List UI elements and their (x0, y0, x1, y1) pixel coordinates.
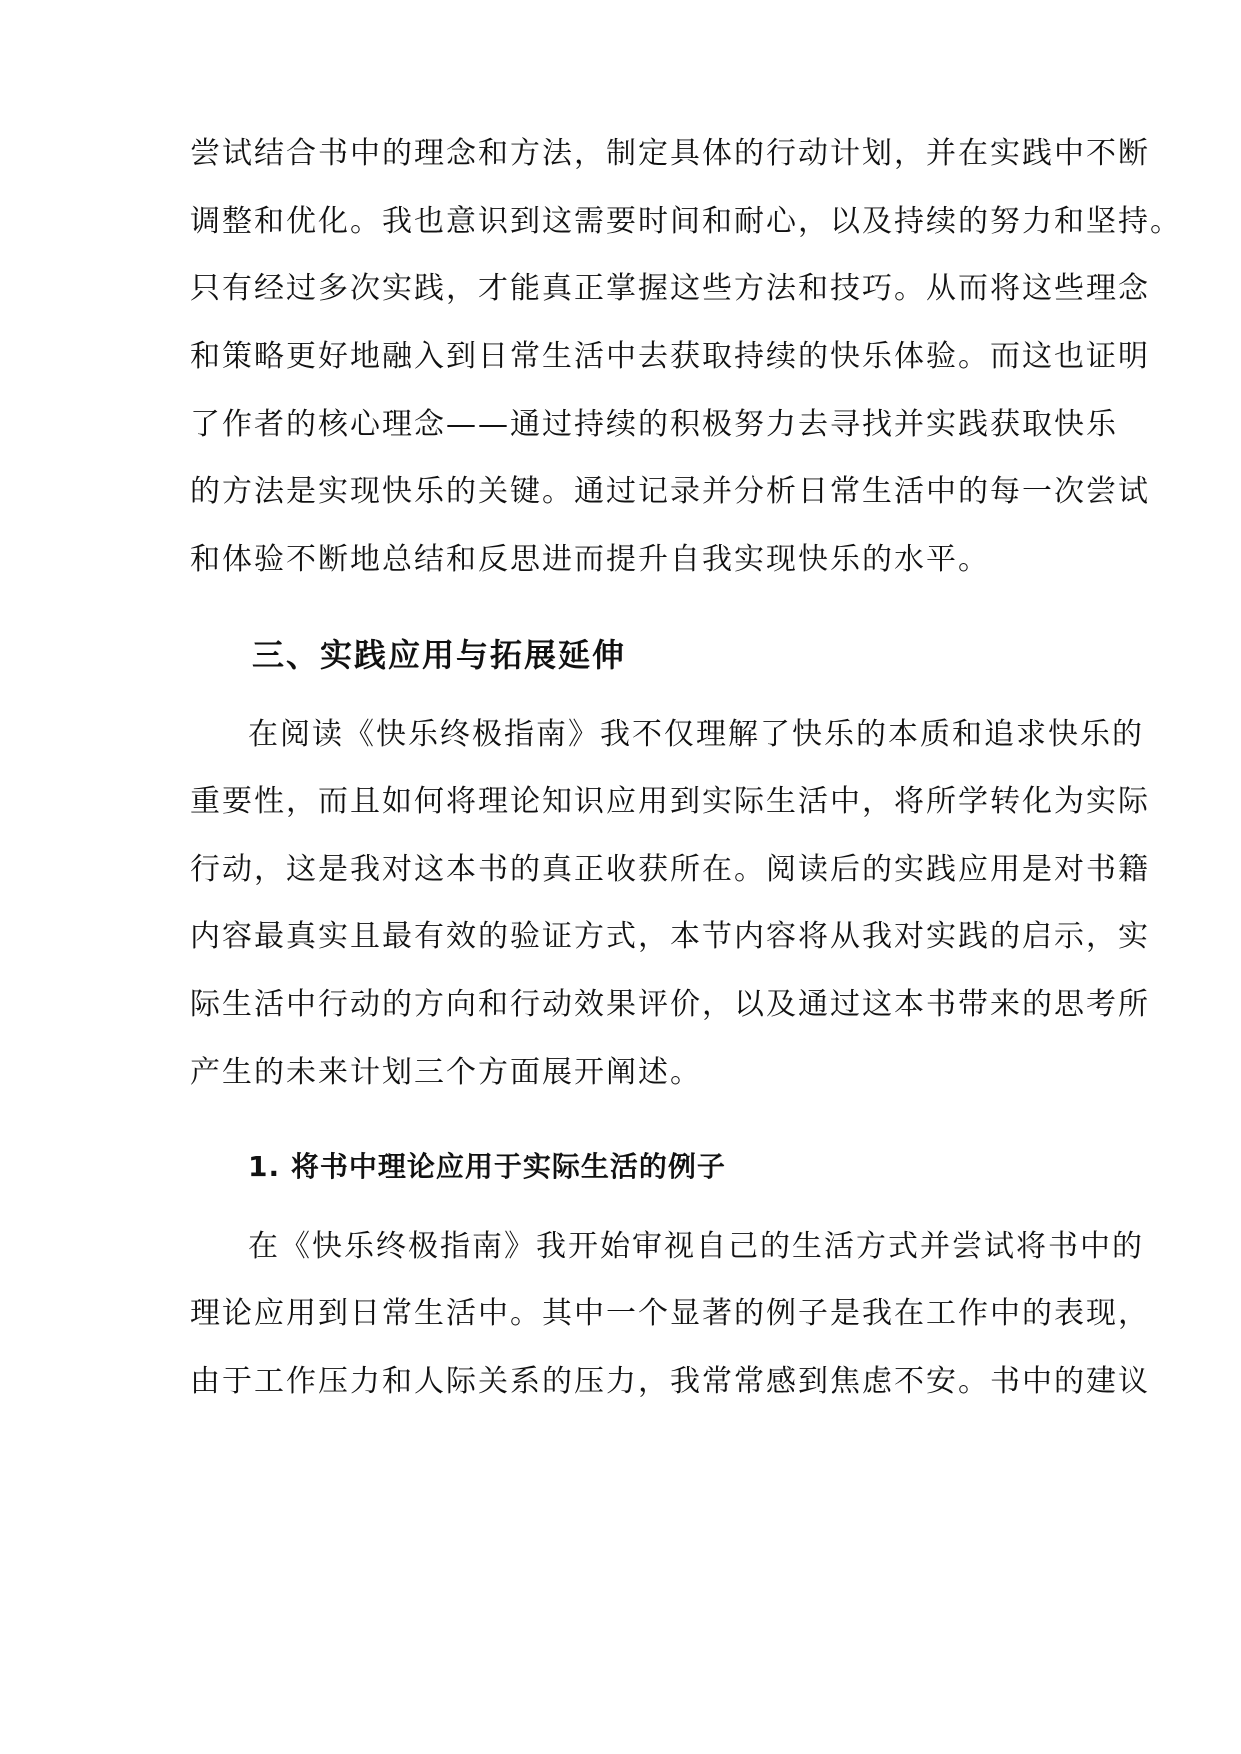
body-text-line: 理论应用到日常生活中。其中一个显著的例子是我在工作中的表现， (190, 1296, 1150, 1331)
body-text-line: 只有经过多次实践，才能真正掌握这些方法和技巧。从而将这些理念 (190, 271, 1150, 306)
body-text-line: 在《快乐终极指南》我开始审视自己的生活方式并尝试将书中的 (248, 1229, 1144, 1264)
subsection-heading: 1. 将书中理论应用于实际生活的例子 (248, 1150, 726, 1183)
body-text-line: 调整和优化。我也意识到这需要时间和耐心，以及持续的努力和坚持。 (190, 204, 1182, 239)
body-text-line: 内容最真实且最有效的验证方式，本节内容将从我对实践的启示，实 (190, 919, 1150, 954)
section-heading: 三、实践应用与拓展延伸 (252, 636, 627, 674)
body-text-line: 行动，这是我对这本书的真正收获所在。阅读后的实践应用是对书籍 (190, 852, 1150, 887)
body-text-line: 重要性，而且如何将理论知识应用到实际生活中，将所学转化为实际 (190, 784, 1150, 819)
body-text-line: 在阅读《快乐终极指南》我不仅理解了快乐的本质和追求快乐的 (248, 717, 1144, 752)
body-text-line: 由于工作压力和人际关系的压力，我常常感到焦虑不安。书中的建议 (190, 1364, 1150, 1399)
body-text-line: 和策略更好地融入到日常生活中去获取持续的快乐体验。而这也证明 (190, 339, 1150, 374)
body-text-line: 尝试结合书中的理念和方法，制定具体的行动计划，并在实践中不断 (190, 136, 1150, 171)
body-text-line: 了作者的核心理念——通过持续的积极努力去寻找并实践获取快乐 (190, 407, 1118, 442)
body-text-line: 和体验不断地总结和反思进而提升自我实现快乐的水平。 (190, 542, 990, 577)
body-text-line: 际生活中行动的方向和行动效果评价，以及通过这本书带来的思考所 (190, 987, 1150, 1022)
body-text-line: 产生的未来计划三个方面展开阐述。 (190, 1055, 702, 1090)
body-text-line: 的方法是实现快乐的关键。通过记录并分析日常生活中的每一次尝试 (190, 474, 1150, 509)
